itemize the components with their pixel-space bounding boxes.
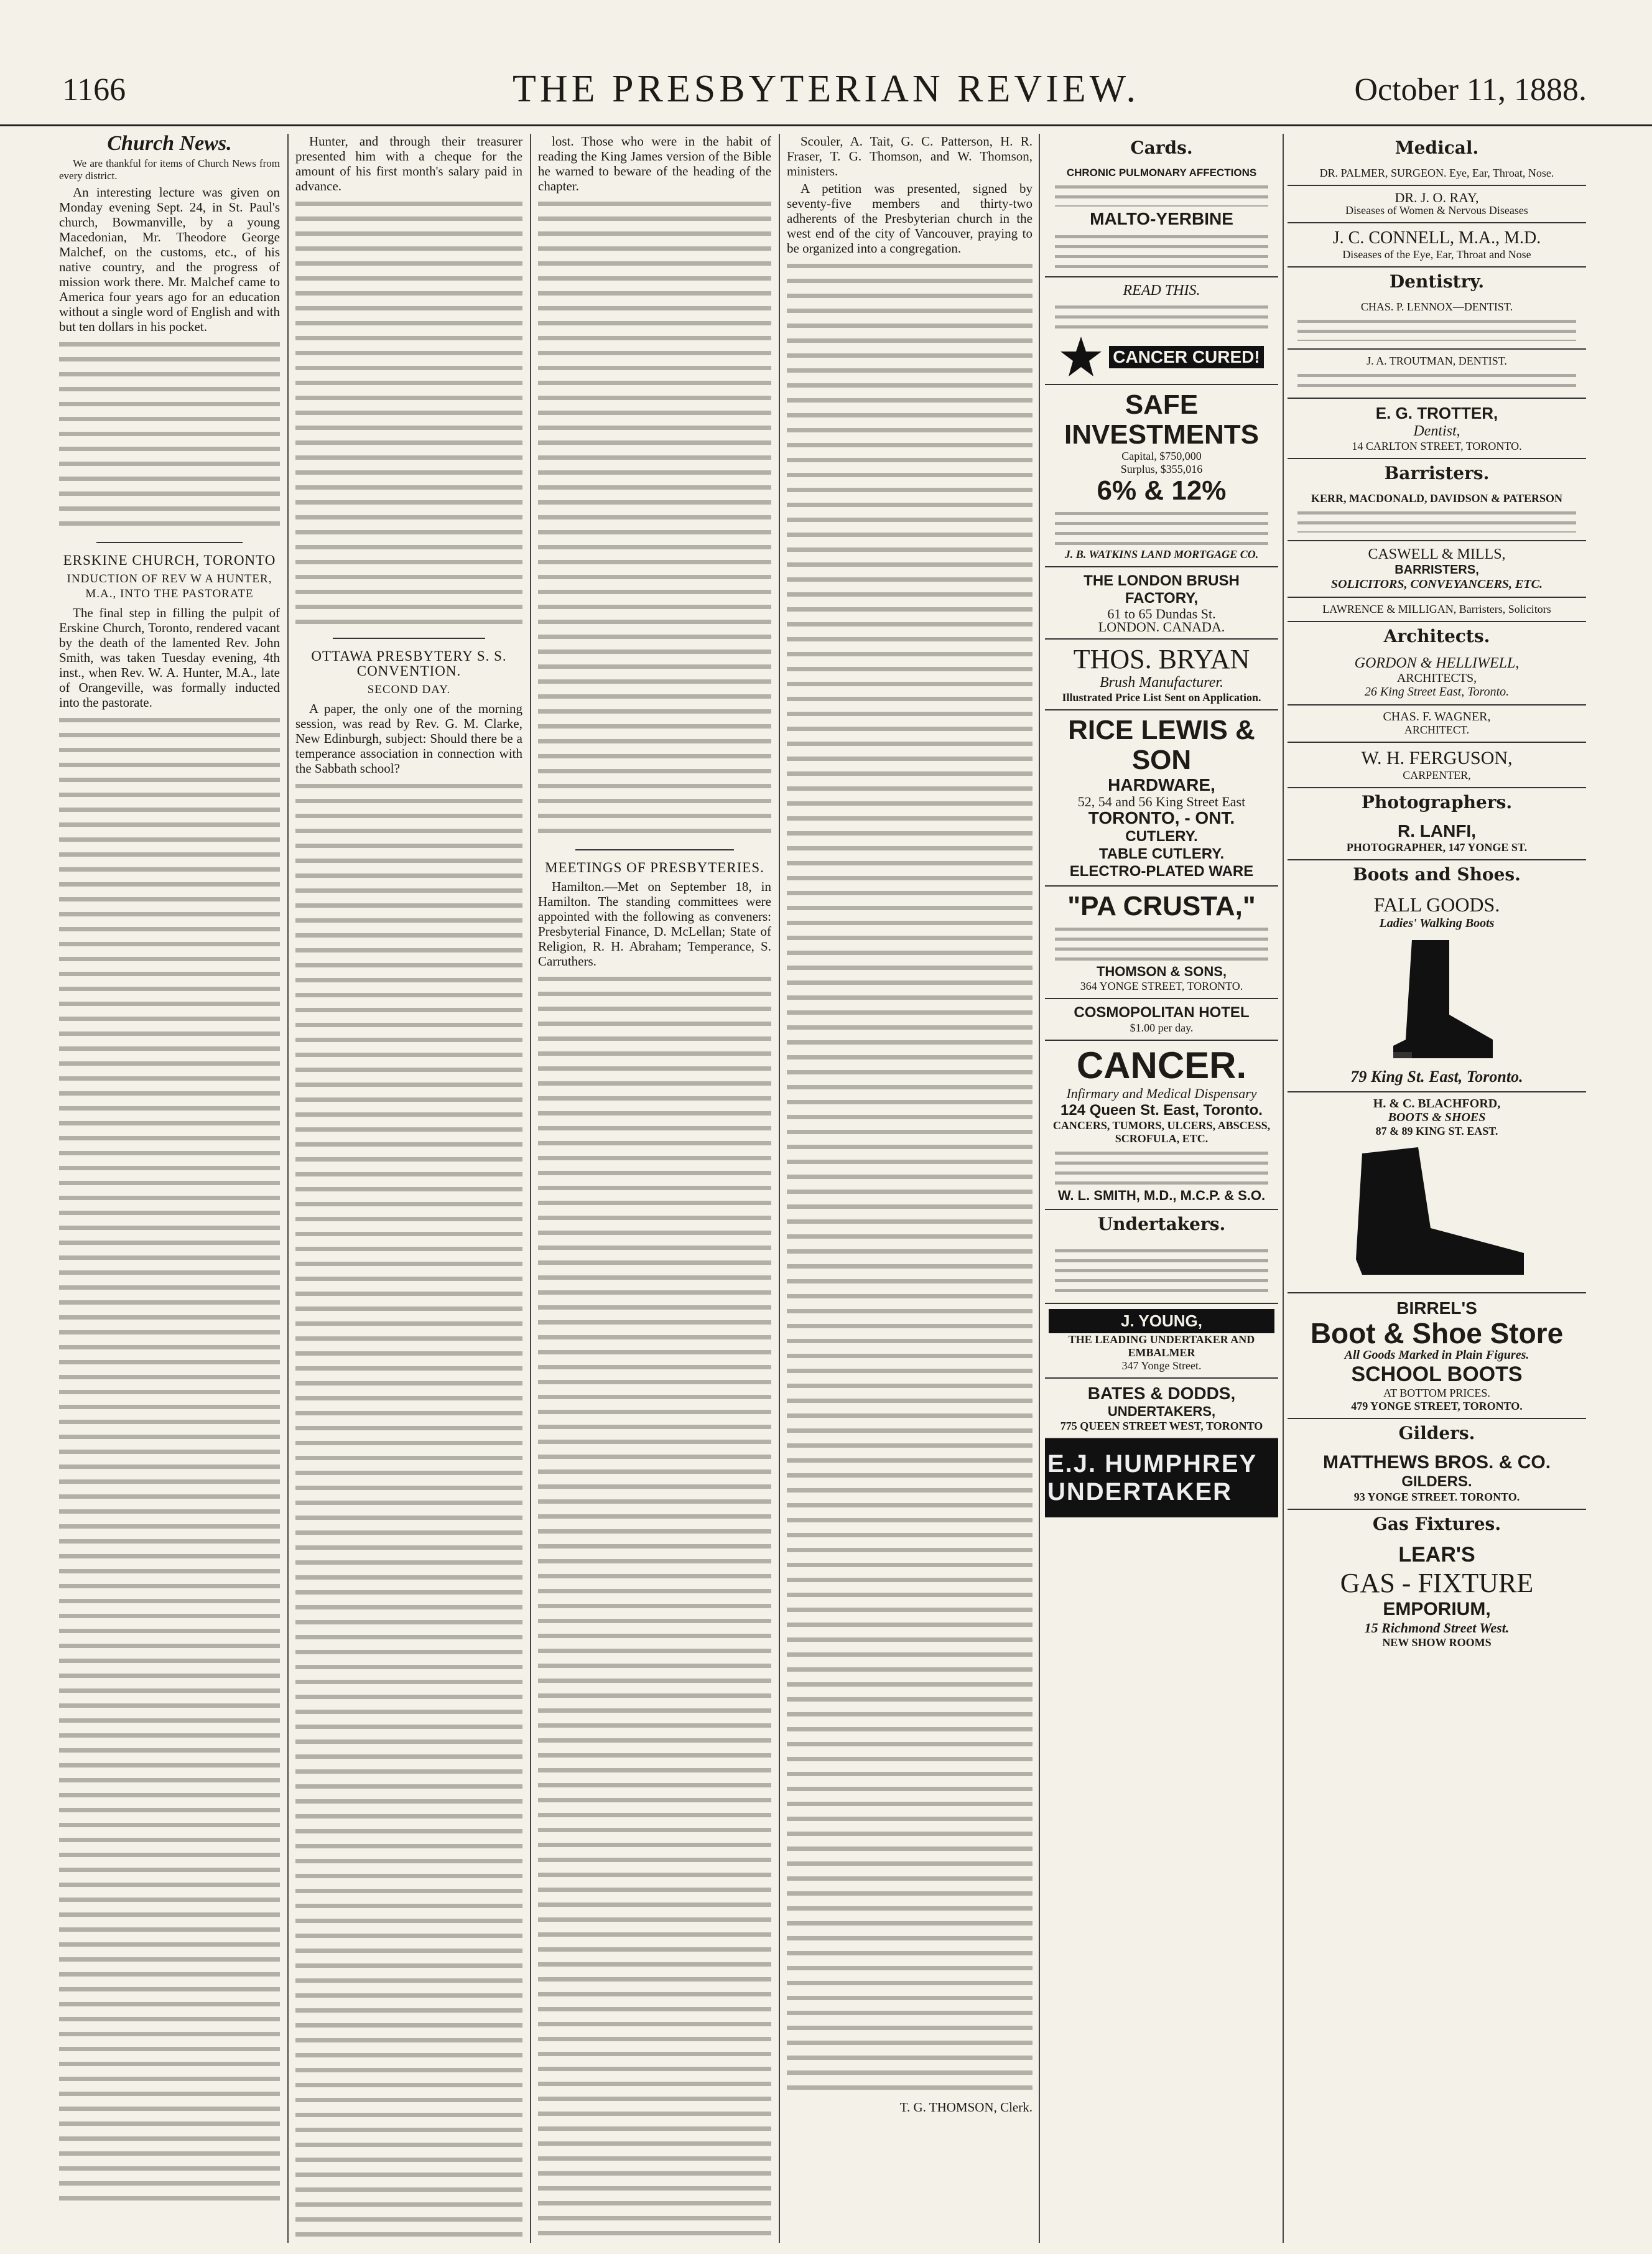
ad-subline: ARCHITECT.: [1404, 724, 1470, 736]
ad-caswell: [1288, 541, 1586, 598]
ad-bates-dodds: [1045, 1379, 1278, 1439]
ad-line: TABLE CUTLERY.: [1098, 845, 1225, 862]
ad-headline: J. A. TROUTMAN, DENTIST.: [1367, 355, 1507, 367]
masthead: [0, 0, 1652, 126]
column-4: [787, 134, 1032, 2237]
ad-subline: Diseases of the Eye, Ear, Throat and Nose: [1342, 248, 1531, 261]
ad-subline: ARCHITECTS,: [1396, 671, 1477, 685]
article-text: [295, 196, 522, 631]
ad-wagner: [1288, 706, 1586, 743]
category-heading: Architects.: [1383, 626, 1490, 646]
article-heading: OTTAWA PRESBYTERY S. S. CONVENTION.: [311, 648, 507, 679]
article-signature: T. G. THOMSON, Clerk.: [899, 2100, 1032, 2115]
ad-headline: CASWELL & MILLS,: [1368, 546, 1506, 562]
ad-note: Illustrated Price List Sent on Application.: [1062, 691, 1261, 704]
column-3: [538, 134, 771, 2237]
ad-address: 347 Yonge Street.: [1121, 1359, 1202, 1372]
ad-headline: LAWRENCE & MILLIGAN, Barristers, Solicitors: [1322, 603, 1551, 615]
ad-subline: Dentist,: [1413, 423, 1460, 439]
column-rule: [1039, 134, 1040, 2243]
ad-gordon: [1288, 650, 1586, 706]
ad-j-young: [1045, 1304, 1278, 1379]
ad-london-brush: [1045, 567, 1278, 640]
ad-subline: THE LEADING UNDERTAKER AND EMBALMER: [1068, 1333, 1255, 1359]
ad-thos-bryan: [1045, 640, 1278, 710]
article-intro: An interesting lecture was given on Monday evening Sept. 24, in St. Paul's church, Bowmanville, by a young Macedonian, Mr. Theodore George Malchef, on the customs, etc., of his native country, and the progress of mission work there. Mr. Malchef came to America four years ago for an education without a single word of English and with but ten dollars in his pocket.: [59, 185, 280, 334]
ad-product: SCHOOL BOOTS: [1351, 1362, 1523, 1386]
ad-address: 364 YONGE STREET, TORONTO.: [1080, 980, 1243, 992]
ad-company: J. B. WATKINS LAND MORTGAGE CO.: [1064, 548, 1259, 561]
ad-blachford: [1288, 1092, 1586, 1293]
ad-cosmopolitan-hotel: [1045, 999, 1278, 1041]
article-text: [538, 196, 771, 843]
ad-rate: 6% & 12%: [1097, 475, 1227, 506]
ad-product: MALTO-YERBINE: [1090, 209, 1233, 228]
ad-lears: [1288, 1538, 1586, 1654]
article-intro: Scouler, A. Tait, G. C. Patterson, H. R. Fraser, T. G. Thomson, and W. Thomson, ministers.: [787, 134, 1032, 179]
ad-city: TORONTO, - ONT.: [1088, 808, 1235, 827]
ad-ray: [1288, 186, 1586, 223]
ad-undertaker-box: [1045, 1238, 1278, 1304]
ad-headline: CANCER.: [1076, 1045, 1247, 1086]
ad-address: 479 YONGE STREET, TORONTO.: [1351, 1400, 1523, 1412]
ad-headline: THOS. BRYAN: [1073, 644, 1250, 674]
ad-headline: GORDON & HELLIWELL,: [1354, 655, 1520, 671]
boot-icon: [1375, 934, 1499, 1064]
ad-subline: CARPENTER,: [1403, 769, 1471, 781]
ad-headline: FALL GOODS.: [1373, 893, 1500, 916]
notice-text: We are thankful for items of Church News from every district.: [59, 157, 280, 182]
ad-subline: HARDWARE,: [1108, 775, 1215, 794]
article-text: [59, 337, 280, 536]
ad-headline: MATTHEWS BROS. & CO.: [1322, 1452, 1551, 1473]
article-text: [59, 712, 280, 2205]
ad-headline: J. YOUNG,: [1049, 1309, 1274, 1333]
article-text: [538, 971, 771, 2237]
ad-troutman: [1288, 350, 1586, 399]
ad-humphrey: E.J. HUMPHREY UNDERTAKER: [1045, 1439, 1278, 1517]
ad-address: 87 & 89 KING ST. EAST.: [1375, 1125, 1498, 1137]
article-subheading: INDUCTION OF REV W A HUNTER, M.A., INTO THE PASTORATE: [67, 572, 272, 600]
category-heading: Dentistry.: [1389, 271, 1485, 292]
ad-headline: R. LANFI,: [1398, 821, 1476, 841]
ad-text: [1297, 508, 1576, 533]
ad-company: THOMSON & SONS,: [1096, 964, 1227, 979]
article-body: A petition was presented, signed by seventy-five members and thirty-two adherents of the Presbyterian church in the west end of the city of Vancouver, praying to be organized into a congregation.: [787, 181, 1032, 256]
ad-physician: W. L. SMITH, M.D., M.C.P. & S.O.: [1057, 1188, 1266, 1203]
ad-text: [1055, 1246, 1268, 1295]
ad-subline: GAS - FIXTURE: [1340, 1568, 1534, 1598]
ad-note: All Goods Marked in Plain Figures.: [1344, 1348, 1529, 1362]
ad-subline: Ladies' Walking Boots: [1379, 916, 1495, 930]
category-heading: Barristers.: [1384, 463, 1490, 483]
ad-lawrence: [1288, 598, 1586, 622]
ad-text: [1055, 508, 1268, 546]
ad-headline: DR. J. O. RAY,: [1394, 190, 1479, 205]
page-number: 1166: [62, 72, 126, 108]
ad-subline: Boot & Shoe Store: [1310, 1317, 1564, 1349]
article-heading: ERSKINE CHURCH, TORONTO: [63, 552, 276, 568]
ad-headline: "PA CRUSTA,": [1067, 891, 1256, 921]
ad-text: [1055, 231, 1268, 269]
ad-text: [1055, 924, 1268, 961]
ad-subline: PHOTOGRAPHER, 147 YONGE ST.: [1346, 841, 1528, 854]
ad-subline: Diseases of Women & Nervous Diseases: [1345, 204, 1528, 217]
star-icon: [1059, 335, 1103, 379]
ad-headline: CHAS. P. LENNOX—DENTIST.: [1360, 300, 1513, 313]
ad-palmer: [1288, 162, 1586, 186]
article-subheading: SECOND DAY.: [367, 683, 451, 696]
column-rule: [779, 134, 780, 2243]
ad-subline: EMPORIUM,: [1383, 1599, 1491, 1619]
ad-headline: READ THIS.: [1123, 282, 1200, 299]
ad-rate: $1.00 per day.: [1130, 1022, 1194, 1034]
article-intro: lost. Those who were in the habit of reading the King James version of the Bible he warned to beware of the heading of the chapter.: [538, 134, 771, 193]
issue-date: October 11, 1888.: [1354, 72, 1587, 108]
divider: [333, 638, 485, 639]
ad-surplus: Surplus, $355,016: [1120, 463, 1203, 475]
ad-jd-king: [1288, 888, 1586, 1092]
ad-headline: COSMOPOLITAN HOTEL: [1074, 1004, 1250, 1021]
ad-read-this: [1045, 277, 1278, 385]
ad-city: LONDON. CANADA.: [1098, 619, 1225, 635]
ad-matthews: [1288, 1447, 1586, 1510]
ad-kerr: [1288, 487, 1586, 541]
ad-headline: J. C. CONNELL, M.A., M.D.: [1332, 228, 1541, 248]
ad-text: [1297, 316, 1576, 341]
ad-headline: CHAS. F. WAGNER,: [1383, 710, 1491, 724]
ad-note: NEW SHOW ROOMS: [1382, 1636, 1492, 1649]
ad-address: 93 YONGE STREET. TORONTO.: [1353, 1491, 1520, 1503]
ad-subline: AT BOTTOM PRICES.: [1383, 1387, 1490, 1399]
article-body: A paper, the only one of the morning session, was read by Rev. G. M. Clarke, New Edinburgh, subject: Should there be a temperance association in connection with the Sabbath school?: [295, 701, 522, 776]
ad-headline: LEAR'S: [1398, 1543, 1475, 1567]
ad-headline: W. H. FERGUSON,: [1361, 748, 1513, 768]
ad-headline: KERR, MACDONALD, DAVIDSON & PATERSON: [1311, 492, 1563, 505]
column-rule: [287, 134, 289, 2243]
category-heading: Gilders.: [1398, 1423, 1475, 1443]
column-rule: [1283, 134, 1284, 2243]
newspaper-title: THE PRESBYTERIAN REVIEW.: [513, 68, 1139, 110]
ad-headline: E. G. TROTTER,: [1375, 404, 1498, 422]
ad-subline: GILDERS.: [1401, 1473, 1472, 1490]
ad-address: 14 CARLTON STREET, TORONTO.: [1352, 440, 1522, 452]
ad-address: 79 King St. East, Toronto.: [1350, 1068, 1523, 1086]
ad-address: 15 Richmond Street West.: [1364, 1620, 1510, 1636]
ad-subline: BOOTS & SHOES: [1388, 1111, 1486, 1124]
boot-illustration: [1291, 931, 1582, 1068]
column-2: [295, 134, 522, 2237]
ad-address: 124 Queen St. East, Toronto.: [1060, 1102, 1263, 1119]
ad-safe-investments: [1045, 385, 1278, 567]
ad-subline: UNDERTAKERS,: [1107, 1404, 1216, 1419]
article-text: [295, 778, 522, 2237]
ad-pa-crusta: [1045, 887, 1278, 999]
boot-illustration: [1291, 1138, 1582, 1287]
ad-malto-yerbine: [1045, 162, 1278, 277]
ad-connell: [1288, 223, 1586, 268]
ad-text: [1055, 1148, 1268, 1185]
ad-line: ELECTRO-PLATED WARE: [1069, 863, 1254, 880]
article-intro: Hunter, and through their treasurer presented him with a cheque for the amount of his first month's salary paid in advance.: [295, 134, 522, 193]
ad-subline: BARRISTERS,: [1394, 563, 1479, 577]
category-heading: Undertakers.: [1097, 1214, 1226, 1234]
category-heading: Cards.: [1130, 137, 1193, 158]
divider: [96, 542, 243, 543]
ads-column-cards: [1045, 134, 1278, 2237]
article-heading: MEETINGS OF PRESBYTERIES.: [545, 860, 764, 875]
ad-headline: RICE LEWIS & SON: [1068, 715, 1255, 775]
ad-lanfi: [1288, 816, 1586, 860]
ad-address: 26 King Street East, Toronto.: [1364, 685, 1510, 699]
article-body: The final step in filling the pulpit of Erskine Church, Toronto, rendered vacant by the death of the lamented Rev. John Smith, was taken Tuesday evening, 4th inst., when Rev. W. A. Hunter, M.A., late of Orangeville, was formally inducted into the pastorate.: [59, 605, 280, 710]
ad-headline: H. & C. BLACHFORD,: [1373, 1097, 1501, 1111]
column-rule: [530, 134, 531, 2243]
article-text: [787, 258, 1032, 2100]
ad-headline: BATES & DODDS,: [1087, 1384, 1236, 1403]
column-1: [59, 134, 280, 2237]
ad-text: [1297, 370, 1576, 390]
ad-headline: THE LONDON BRUSH FACTORY,: [1084, 572, 1240, 607]
ads-column-professional: [1288, 134, 1586, 2237]
category-heading: Photographers.: [1361, 792, 1513, 813]
section-title: Church News.: [107, 134, 232, 155]
ad-subline: Brush Manufacturer.: [1099, 674, 1224, 691]
ad-headline: CHRONIC PULMONARY AFFECTIONS: [1066, 167, 1257, 179]
category-heading: Gas Fixtures.: [1372, 1514, 1501, 1534]
ad-headline: DR. PALMER, SURGEON. Eye, Ear, Throat, Nose.: [1319, 167, 1554, 179]
ad-birrel: [1288, 1293, 1586, 1419]
divider: [575, 849, 734, 850]
ad-text: [1055, 182, 1268, 207]
category-heading: Boots and Shoes.: [1353, 864, 1521, 885]
ad-headline: CANCER CURED!: [1109, 346, 1263, 368]
ad-list: CANCERS, TUMORS, ULCERS, ABSCESS, SCROFULA, ETC.: [1052, 1119, 1271, 1145]
ad-ferguson: [1288, 743, 1586, 788]
ad-rice-lewis: [1045, 710, 1278, 887]
ad-lennox: [1288, 296, 1586, 350]
ad-address: 52, 54 and 56 King Street East: [1077, 794, 1246, 809]
ad-headline: SAFE INVESTMENTS: [1064, 389, 1259, 450]
ad-headline: BIRREL'S: [1396, 1298, 1477, 1318]
ad-trotter: [1288, 399, 1586, 459]
boot-icon: [1337, 1141, 1536, 1284]
ad-line: CUTLERY.: [1125, 828, 1198, 845]
ad-subline: SOLICITORS, CONVEYANCERS, ETC.: [1331, 577, 1543, 591]
category-heading: Medical.: [1394, 137, 1479, 158]
ad-cancer-infirmary: [1045, 1041, 1278, 1210]
ad-text: [1055, 302, 1268, 333]
ad-capital: Capital, $750,000: [1121, 450, 1202, 462]
ad-subline: Infirmary and Medical Dispensary: [1066, 1086, 1257, 1101]
ad-address: 775 QUEEN STREET WEST, TORONTO: [1060, 1420, 1263, 1432]
article-body: Hamilton.—Met on September 18, in Hamilton. The standing committees were appointed with the following as conveners: Presbyterial Finance, D. McLellan; State of Religion, R. H. Abraham; Temperance, S. Carruthers.: [538, 879, 771, 969]
ad-address: 61 to 65 Dundas St.: [1107, 606, 1216, 622]
